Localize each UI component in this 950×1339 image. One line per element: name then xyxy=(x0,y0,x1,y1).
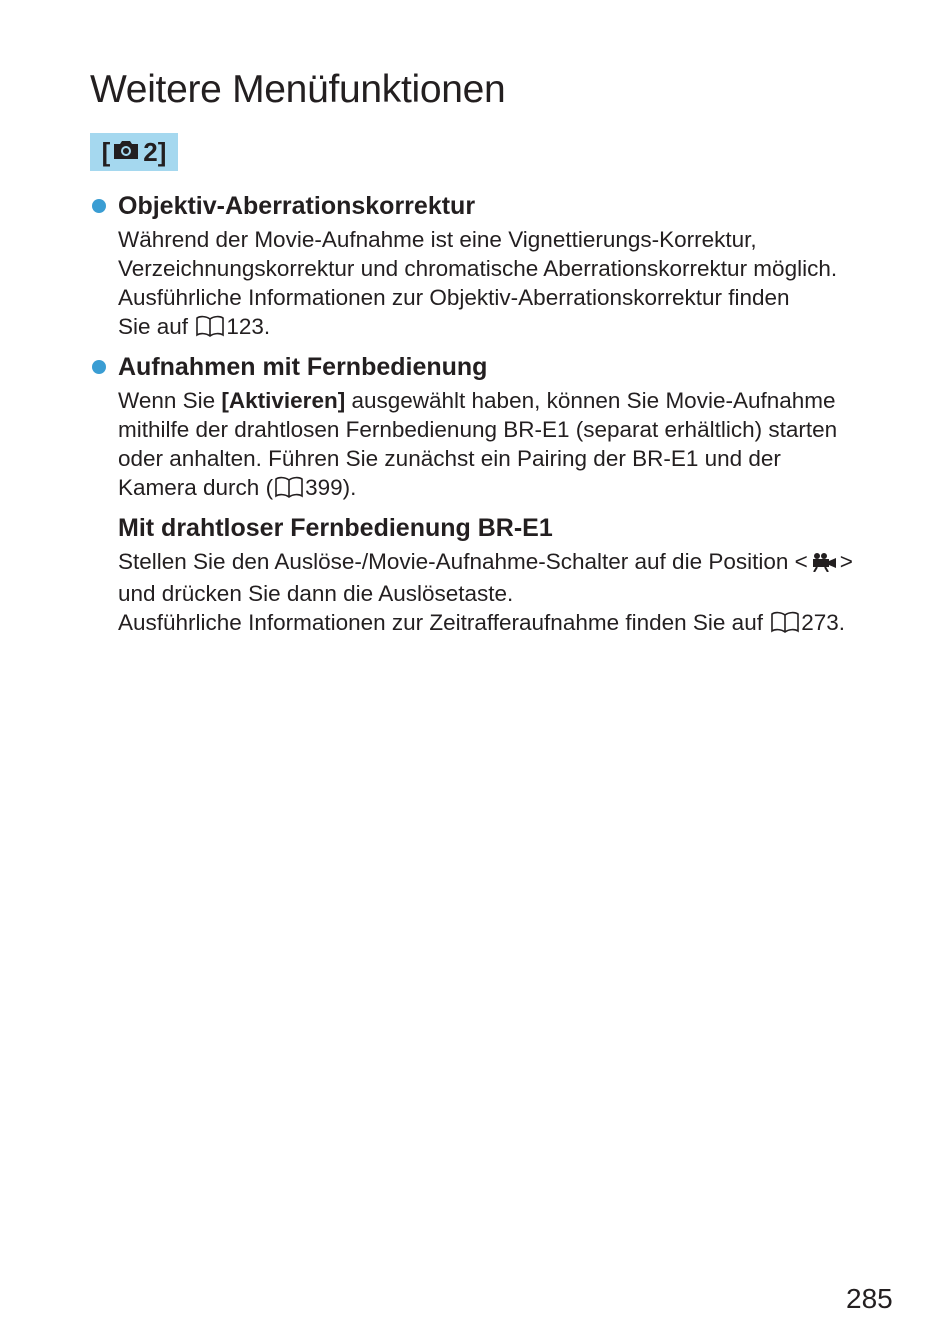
page-reference: 273 xyxy=(801,610,839,635)
menu-tab-badge xyxy=(90,133,178,171)
tab-bracket-close: ] xyxy=(157,136,167,167)
section-body xyxy=(90,547,900,640)
page-reference: 123 xyxy=(226,314,264,339)
section-wireless-remote xyxy=(90,513,900,640)
tab-number: 2 xyxy=(143,136,158,167)
camera-icon xyxy=(112,137,140,168)
section-heading xyxy=(90,191,900,221)
body-line: Während der Movie-Aufnahme ist eine Vignettierungs-Korrektur, xyxy=(118,227,757,252)
page-reference-icon xyxy=(195,315,225,344)
punctuation: > xyxy=(839,549,853,574)
page-number: 285 xyxy=(846,1283,893,1314)
sub-heading: Mit drahtloser Fernbedienung BR-E1 xyxy=(118,514,553,542)
page-reference: 399 xyxy=(305,475,343,500)
section-heading xyxy=(90,352,900,382)
heading-text: Aufnahmen mit Fernbedienung xyxy=(118,353,488,381)
body-line: ausgewählt haben, können Sie Movie-Aufnahme xyxy=(345,388,836,413)
page-reference-icon xyxy=(274,476,304,505)
body-line: Ausführliche Informationen zur Zeitrafferaufnahme finden Sie auf xyxy=(118,610,770,635)
body-line: Verzeichnungskorrektur und chromatische Aberrationskorrektur möglich. xyxy=(118,256,838,281)
punctuation: . xyxy=(263,314,271,339)
body-line: Ausführliche Informationen zur Objektiv-Aberrationskorrektur finden xyxy=(118,285,790,310)
section-lens-aberration xyxy=(90,191,900,344)
page-title: Weitere Menüfunktionen xyxy=(90,68,506,111)
body-line: und drücken Sie dann die Auslösetaste. xyxy=(118,581,514,606)
punctuation: ). xyxy=(342,475,357,500)
body-line: Stellen Sie den Auslöse-/Movie-Aufnahme-Schalter auf die Position < xyxy=(118,549,808,574)
page-reference-icon xyxy=(770,611,800,640)
body-line: oder anhalten. Führen Sie zunächst ein Pairing der BR-E1 und der xyxy=(118,446,781,471)
section-body xyxy=(90,386,900,505)
punctuation: . xyxy=(838,610,846,635)
body-line: mithilfe der drahtlosen Fernbedienung BR-E1 (separat erhältlich) starten xyxy=(118,417,838,442)
menu-option-label: [Aktivieren] xyxy=(221,388,346,413)
movie-camera-icon xyxy=(809,550,839,579)
tab-bracket-open: [ xyxy=(101,136,111,167)
body-line: Sie auf xyxy=(118,314,195,339)
heading-text: Objektiv-Aberrationskorrektur xyxy=(118,192,476,220)
bullet-dot xyxy=(92,360,106,374)
body-line: Wenn Sie xyxy=(118,388,222,413)
section-body xyxy=(90,225,900,344)
bullet-dot xyxy=(92,199,106,213)
section-remote-control xyxy=(90,352,900,505)
body-line: Kamera durch ( xyxy=(118,475,274,500)
